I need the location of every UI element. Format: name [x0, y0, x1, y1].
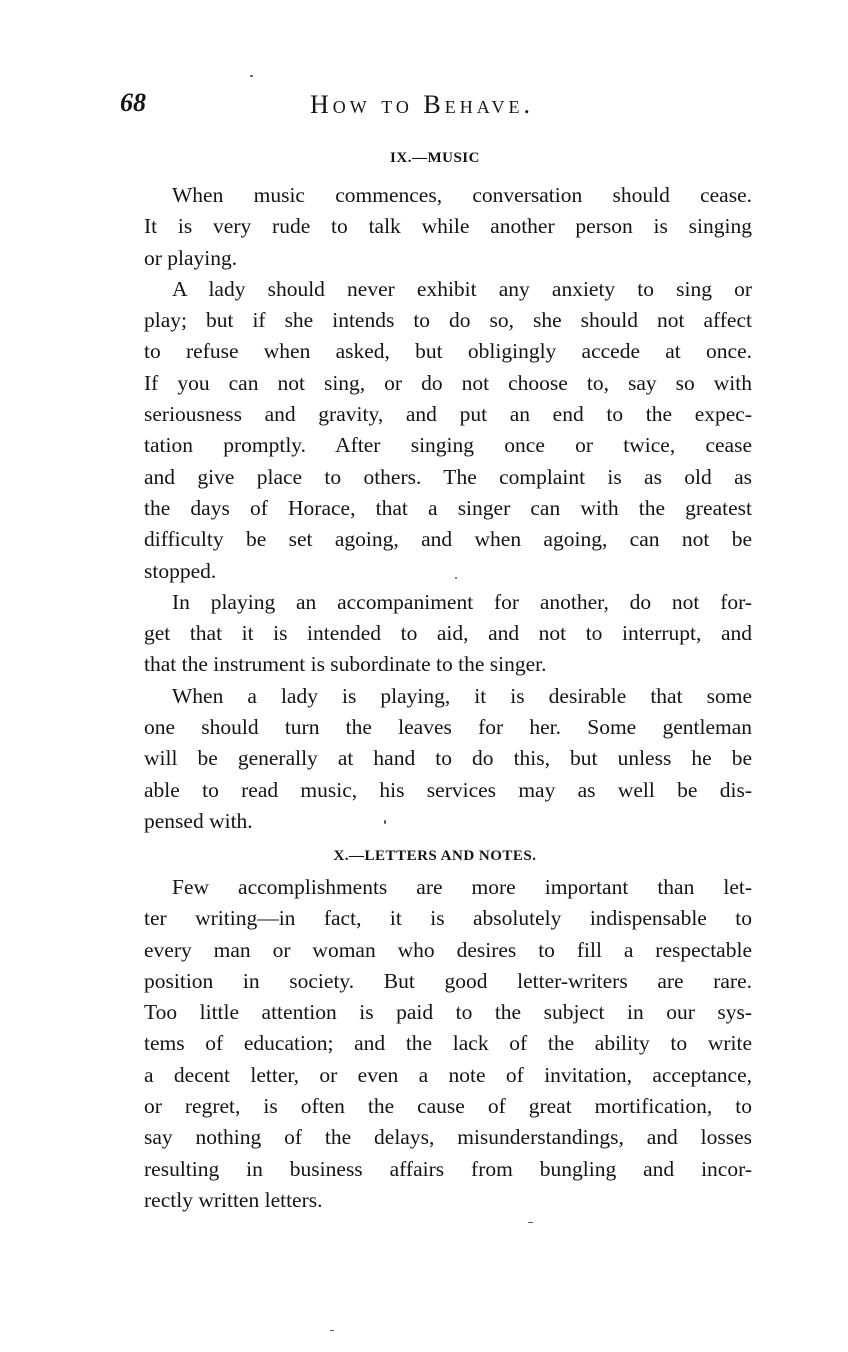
text-line: It is very rude to talk while another person is singing — [144, 214, 752, 239]
text-line: difficulty be set agoing, and when agoing, can not be — [144, 527, 752, 552]
text-line: resulting in business affairs from bungling and incor- — [144, 1156, 752, 1181]
text-line: stopped. — [144, 558, 217, 583]
text-line: If you can not sing, or do not choose to, say so with — [144, 370, 752, 395]
scan-speck — [455, 577, 457, 579]
text-line: A lady should never exhibit any anxiety to sing or — [172, 276, 752, 301]
text-line: tation promptly. After singing once or twice, cease — [144, 433, 752, 458]
text-line: ter writing—in fact, it is absolutely indispensable to — [144, 906, 752, 931]
text-line: to refuse when asked, but obligingly accede at once. — [144, 339, 752, 364]
scan-speck — [250, 75, 253, 77]
running-title: How to Behave. — [310, 90, 534, 119]
page-number: 68 — [120, 88, 146, 117]
text-line: position in society. But good letter-writers are rare. — [144, 968, 752, 993]
text-line: say nothing of the delays, misunderstandings, and losses — [144, 1125, 752, 1150]
section-heading-music: IX.—MUSIC — [390, 150, 480, 166]
running-head — [120, 88, 750, 128]
text-line: and give place to others. The complaint is as old as — [144, 464, 752, 489]
text-line: a decent letter, or even a note of invitation, acceptance, — [144, 1062, 752, 1087]
paragraph — [116, 587, 752, 681]
text-line: tems of education; and the lack of the ability to write — [144, 1031, 752, 1056]
text-line: When a lady is playing, it is desirable that some — [172, 683, 752, 708]
paragraph — [116, 180, 752, 274]
paragraph — [116, 872, 752, 1216]
scan-speck — [528, 1222, 533, 1223]
text-line: Few accomplishments are more important than let- — [172, 875, 752, 899]
text-line: Too little attention is paid to the subject in our sys- — [144, 1000, 752, 1025]
text-line: play; but if she intends to do so, she should not affect — [144, 308, 752, 333]
text-line: the days of Horace, that a singer can with the greatest — [144, 495, 752, 520]
paragraph — [116, 681, 752, 837]
text-line: seriousness and gravity, and put an end to the expec- — [144, 402, 752, 427]
text-line: will be generally at hand to do this, but unless he be — [144, 746, 752, 771]
text-line: pensed with. — [144, 808, 253, 833]
scan-speck — [384, 820, 386, 824]
text-line: every man or woman who desires to fill a respectable — [144, 937, 752, 962]
text-line: that the instrument is subordinate to the singer. — [144, 652, 547, 677]
paragraph — [116, 274, 752, 587]
text-line: or playing. — [144, 245, 238, 270]
text-line: rectly written letters. — [144, 1187, 323, 1212]
section-heading-letters: X.—LETTERS AND NOTES. — [333, 848, 537, 864]
music-section-body — [116, 180, 752, 837]
text-line: able to read music, his services may as well be dis- — [144, 777, 752, 802]
text-line: or regret, is often the cause of great mortification, to — [144, 1094, 752, 1119]
text-line: get that it is intended to aid, and not to interrupt, and — [144, 621, 752, 646]
letters-section-body — [116, 872, 752, 1216]
text-line: In playing an accompaniment for another, do not for- — [172, 589, 752, 614]
text-line: one should turn the leaves for her. Some gentleman — [144, 715, 752, 740]
text-line: When music commences, conversation should cease. — [172, 183, 752, 207]
scan-speck — [330, 1330, 334, 1331]
